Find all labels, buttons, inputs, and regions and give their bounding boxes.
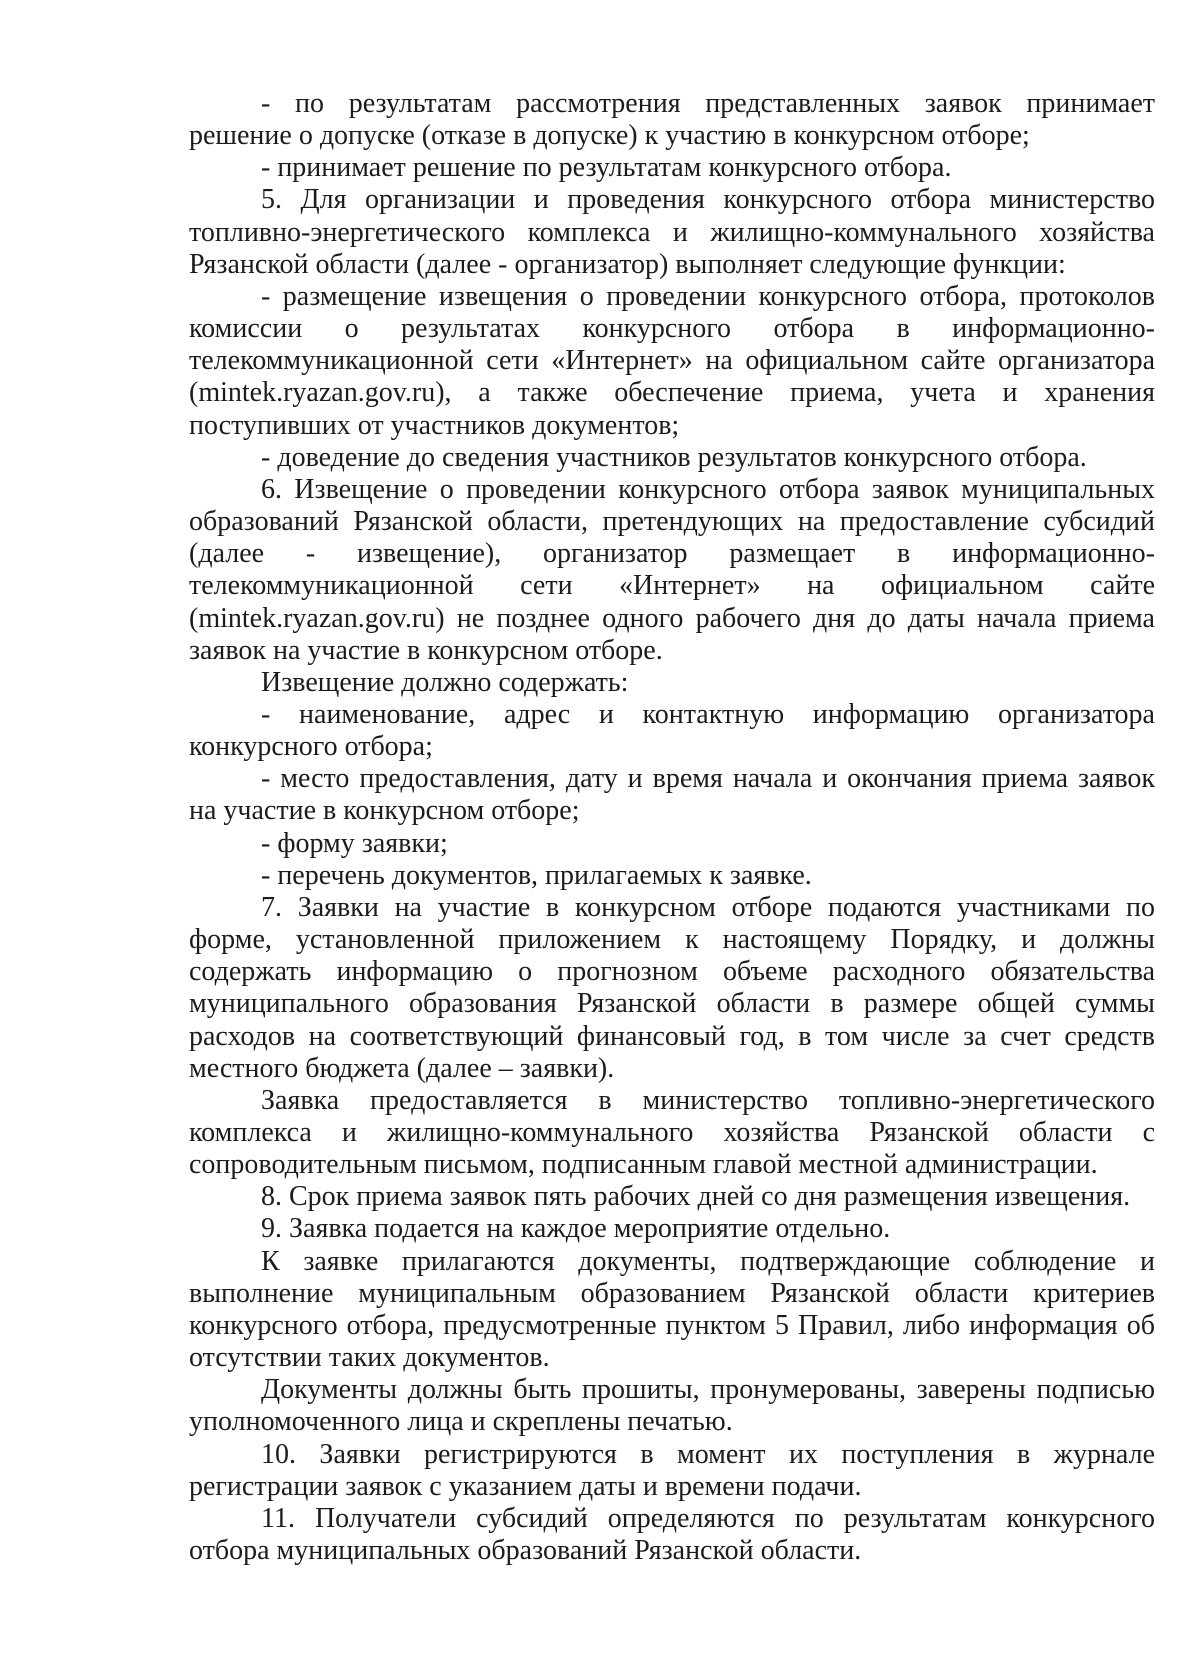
paragraph-attached-documents: К заявке прилагаются документы, подтверждающие соблюдение и выполнение муниципальным образованием Рязанской области критериев конкурсного отбора, предусмотренные пунктом 5 Правил, либо информация об отсутствии таких документов. <box>189 1245 1155 1374</box>
paragraph-item-11: 11. Получатели субсидий определяются по результатам конкурсного отбора муниципальных образований Рязанской области. <box>189 1502 1155 1567</box>
paragraph-item-7: 7. Заявки на участие в конкурсном отборе подаются участниками по форме, установленной приложением к настоящему Порядку, и должны содержать информацию о прогнозном объеме расходного обязательства муниципального образования Рязанской области в размере общей суммы расходов на соответствующий финансовый год, в том числе за счет средств местного бюджета (далее – заявки). <box>189 891 1155 1084</box>
paragraph-notice-documents-list: - перечень документов, прилагаемых к заявке. <box>261 859 812 891</box>
paragraph-documents-certification: Документы должны быть прошиты, пронумерованы, заверены подписью уполномоченного лица и скреплены печатью. <box>189 1374 1155 1438</box>
paragraph-selection-decision: - принимает решение по результатам конкурсного отбора. <box>261 152 952 184</box>
document-page <box>189 88 1155 1567</box>
paragraph-item-9: 9. Заявка подается на каждое мероприятие отдельно. <box>261 1213 891 1245</box>
paragraph-results-communication: - доведение до сведения участников результатов конкурсного отбора. <box>261 441 1087 473</box>
paragraph-item-6: 6. Извещение о проведении конкурсного отбора заявок муниципальных образований Рязанской области, претендующих на предоставление субсидий (далее - извещение), организатор размещает в информационно-телекоммуникационной сети «Интернет» на официальном сайте (mintek.ryazan.gov.ru) не позднее одного рабочего дня до даты начала приема заявок на участие в конкурсном отборе. <box>189 473 1155 666</box>
paragraph-notice-organizer-info: - наименование, адрес и контактную информацию организатора конкурсного отбора; <box>189 698 1155 763</box>
paragraph-application-submission: Заявка предоставляется в министерство топливно-энергетического комплекса и жилищно-коммунального хозяйства Рязанской области с сопроводительным письмом, подписанным главой местной администрации. <box>189 1084 1155 1181</box>
paragraph-admission-decision: - по результатам рассмотрения представленных заявок принимает решение о допуске (отказе в допуске) к участию в конкурсном отборе; <box>189 88 1155 152</box>
paragraph-item-8: 8. Срок приема заявок пять рабочих дней со дня размещения извещения. <box>261 1181 1131 1213</box>
paragraph-item-5: 5. Для организации и проведения конкурсного отбора министерство топливно-энергетического комплекса и жилищно-коммунального хозяйства Рязанской области (далее - организатор) выполняет следующие функции: <box>189 184 1155 280</box>
paragraph-item-10: 10. Заявки регистрируются в момент их поступления в журнале регистрации заявок с указанием даты и времени подачи. <box>189 1438 1155 1502</box>
paragraph-notice-contents-intro: Извещение должно содержать: <box>261 666 629 698</box>
paragraph-notice-publication: - размещение извещения о проведении конкурсного отбора, протоколов комиссии о результатах конкурсного отбора в информационно-телекоммуникационной сети «Интернет» на официальном сайте организатора (mintek.ryazan.gov.ru), а также обеспечение приема, учета и хранения поступивших от участников документов; <box>189 280 1155 441</box>
paragraph-notice-form: - форму заявки; <box>261 827 448 859</box>
paragraph-notice-place-time: - место предоставления, дату и время начала и окончания приема заявок на участие в конкурсном отборе; <box>189 763 1155 827</box>
